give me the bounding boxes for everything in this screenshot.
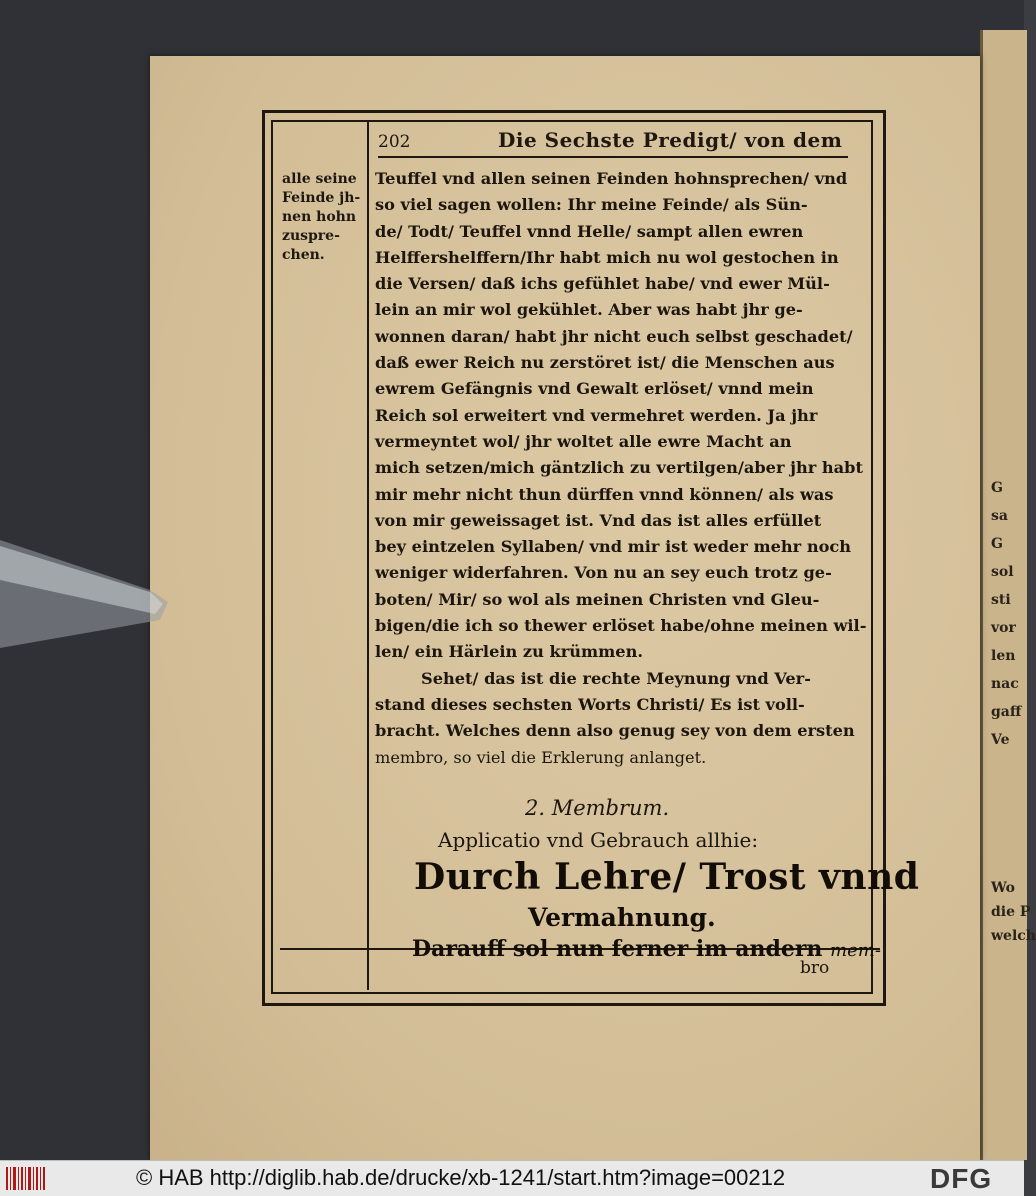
text-line: ewrem Gefängnis vnd Gewalt erlöset/ vnnd mein [375, 379, 814, 399]
page-number: 202 [378, 132, 411, 152]
facing-fragment: vor [991, 620, 1016, 636]
section-heading: Durch Lehre/ Trost vnnd [414, 856, 920, 898]
text-line: vermeyntet wol/ jhr woltet alle ewre Macht an [375, 431, 792, 451]
facing-fragment: sa [991, 508, 1008, 524]
margin-rule [367, 120, 369, 990]
text-line: von mir geweissaget ist. Vnd das ist alles erfüllet [375, 510, 822, 530]
facing-fragment: die P [991, 904, 1031, 920]
text-line: bigen/die ich so thewer erlöset habe/ohne meinen wil- [375, 616, 867, 636]
section-membrum: 2. Membrum. [525, 796, 670, 820]
facing-fragment: len [991, 648, 1016, 664]
text-line: lein an mir wol gekühlet. Aber was habt jhr ge- [375, 300, 803, 320]
body-text [375, 166, 867, 771]
text-line: die Versen/ daß ichs gefühlet habe/ vnd ewer Mül- [375, 274, 830, 294]
text-line: mir mehr nicht thun dürffen vnnd können/ als was [375, 484, 834, 504]
text-line: so viel sagen wollen: Ihr meine Feinde/ als Sün- [375, 195, 808, 215]
bookmark-strip [0, 540, 175, 650]
text-line: Reich sol erweitert vnd vermehret werden. Ja jhr [375, 405, 818, 425]
marginal-note-line: Feinde jh- [282, 190, 361, 206]
text-line: boten/ Mir/ so wol als meinen Christen vnd Gleu- [375, 589, 820, 609]
text-line: mich setzen/mich gäntzlich zu vertilgen/aber jhr habt [375, 458, 863, 478]
marginal-note [282, 170, 366, 265]
facing-fragment: G [991, 536, 1003, 552]
text-line: wonnen daran/ habt jhr nicht euch selbst geschadet/ [375, 326, 853, 346]
source-url[interactable]: © HAB http://diglib.hab.de/drucke/xb-1241/start.htm?image=00212 [136, 1165, 786, 1190]
text-line: weniger widerfahren. Von nu an sey euch trotz ge- [375, 563, 832, 583]
marginal-note-line: nen hohn [282, 209, 357, 225]
page-header [378, 126, 848, 158]
text-line: bey eintzelen Syllaben/ vnd mir ist weder mehr noch [375, 537, 852, 557]
text-line: Teuffel vnd allen seinen Feinden hohnsprechen/ vnd [375, 169, 848, 188]
barcode-icon [6, 1165, 46, 1192]
final-line-text: Darauff sol nun ferner im andern [412, 936, 823, 962]
final-line-italic: mem- [830, 940, 881, 961]
facing-fragment: G [991, 480, 1003, 496]
text-line: Helffershelffern/Ihr habt mich nu wol gestochen in [375, 247, 839, 267]
viewer-footer [0, 1160, 1024, 1196]
dfg-logo: DFG [930, 1163, 993, 1194]
marginal-note-line: alle seine [282, 171, 357, 187]
section-applicatio: Applicatio vnd Gebrauch allhie: [438, 828, 759, 852]
facing-fragment: welch [991, 928, 1036, 944]
facing-fragment: nac [991, 676, 1019, 692]
text-line: Sehet/ das ist die rechte Meynung vnd Ver- [421, 668, 811, 688]
text-line: daß ewer Reich nu zerstöret ist/ die Menschen aus [375, 353, 835, 373]
text-line: membro, so viel die Erklerung anlanget. [375, 747, 707, 767]
facing-fragment: sti [991, 592, 1011, 608]
facing-page-edge [980, 30, 1036, 1160]
text-line: stand dieses sechsten Worts Christi/ Es ist voll- [375, 694, 805, 714]
text-line: bracht. Welches denn also genug sey von dem ersten [375, 721, 855, 741]
text-line: len/ ein Härlein zu krümmen. [375, 642, 644, 662]
facing-fragment: Ve [991, 732, 1010, 748]
facing-fragment: Wo [991, 880, 1015, 896]
marginal-note-line: zuspre- [282, 228, 340, 244]
facing-fragment: sol [991, 564, 1014, 580]
section-subheading: Vermahnung. [528, 903, 716, 932]
book-page [150, 56, 980, 1160]
catchword: bro [800, 958, 830, 978]
facing-fragment: gaff [991, 704, 1022, 720]
marginal-note-line: chen. [282, 247, 325, 263]
running-title: Die Sechste Predigt/ von dem [498, 128, 843, 152]
text-line: de/ Todt/ Teuffel vnnd Helle/ sampt allen ewren [375, 221, 804, 241]
